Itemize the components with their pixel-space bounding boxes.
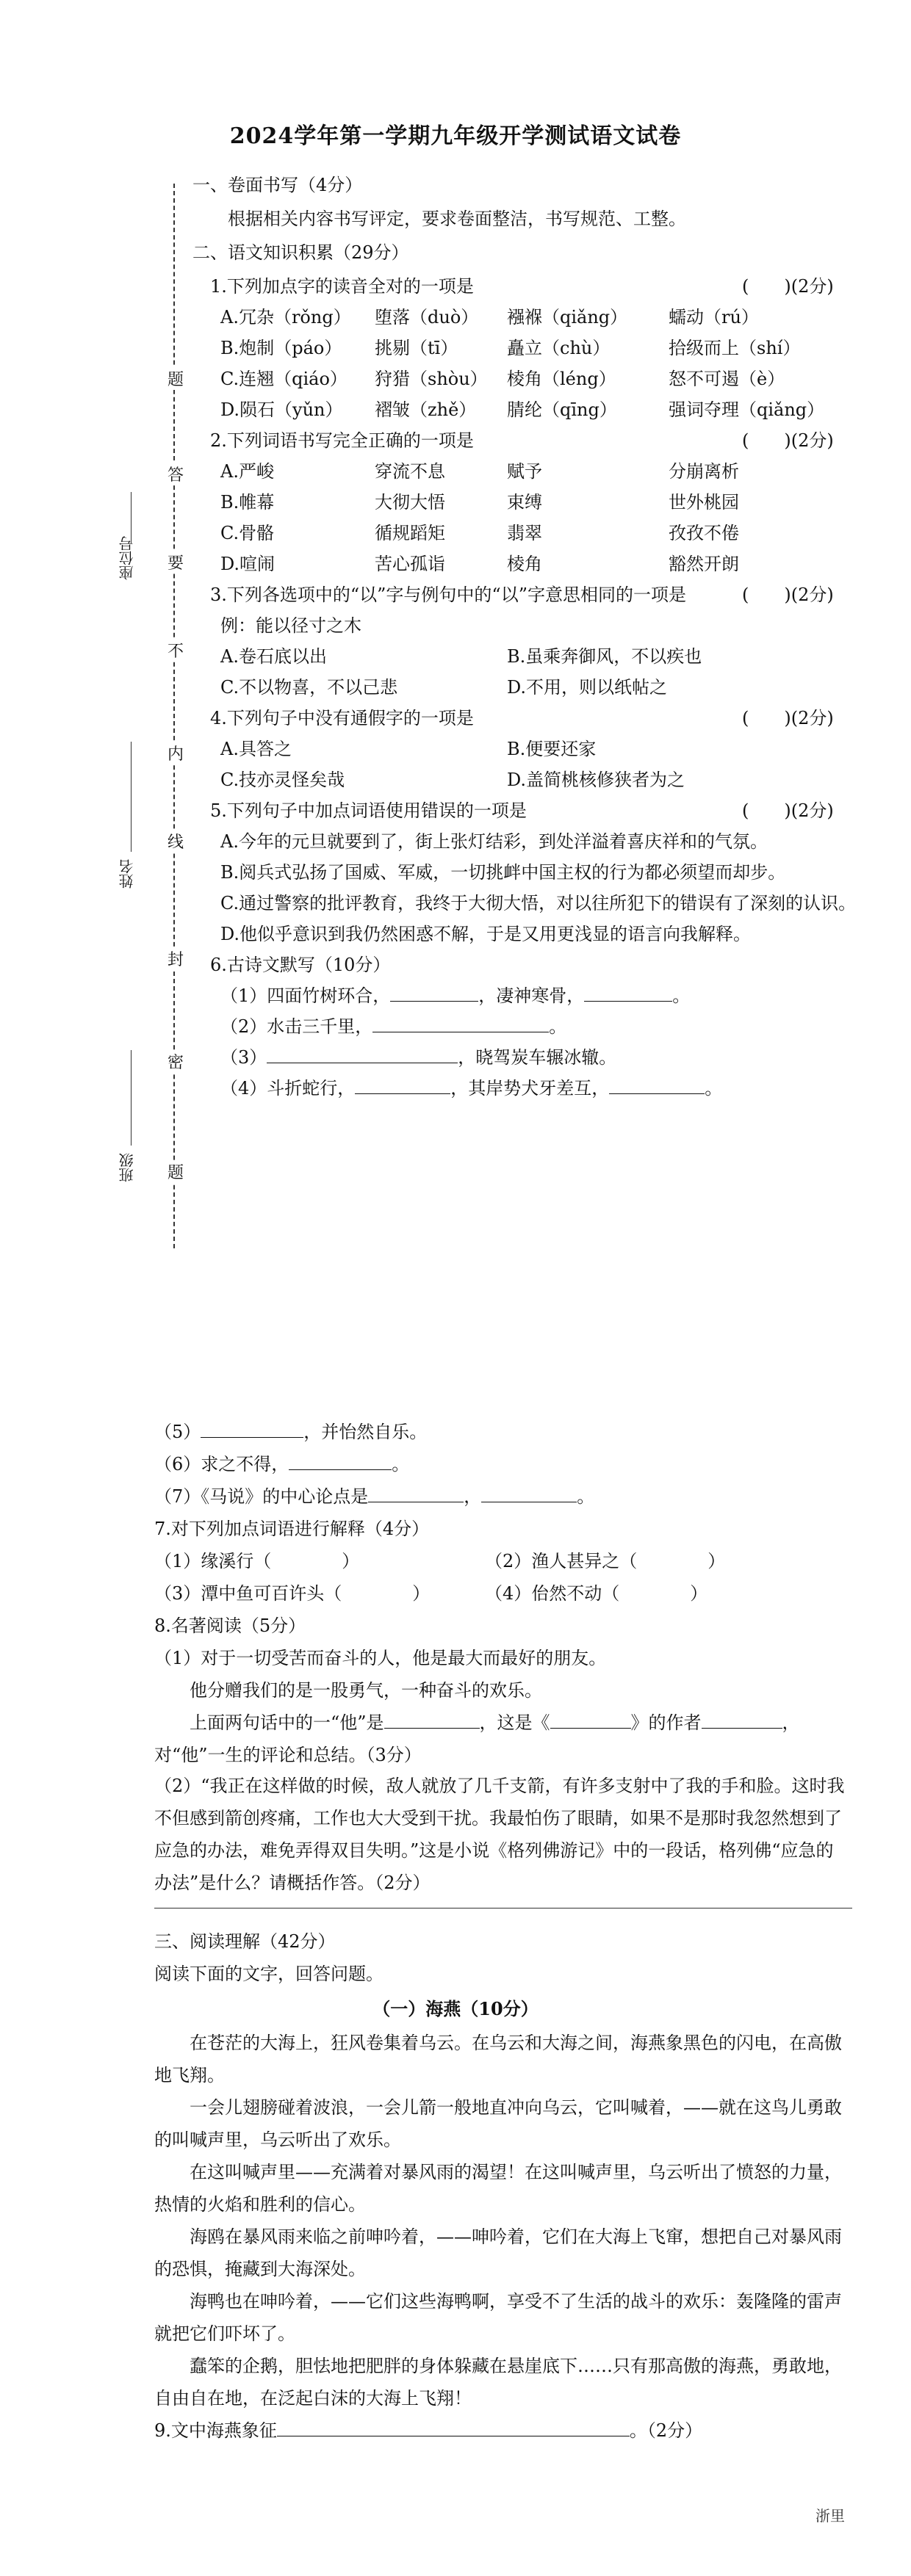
q2-opt-a1: A.严峻	[220, 461, 274, 482]
q2-opt-d3: 棱角	[507, 554, 542, 574]
q6-l4-blank-1[interactable]	[355, 1074, 450, 1094]
section-3-heading: 三、阅读理解（42分）	[154, 1931, 336, 1952]
q6-l4-blank-2[interactable]	[609, 1074, 705, 1094]
q6-line-1	[220, 981, 690, 1007]
seal-mark-9: 题	[168, 1160, 184, 1183]
q6-l7-b: ，	[464, 1486, 482, 1507]
q8-stem: 8.名著阅读（5分）	[154, 1616, 306, 1636]
q3-opt-a: A.卷石底以出	[220, 646, 327, 667]
q6-l2-blank[interactable]	[372, 1013, 549, 1032]
seal-mark-5: 内	[168, 742, 184, 764]
q8-p1: （1）对于一切受苦而奋斗的人，他是最大而最好的朋友。	[154, 1648, 607, 1668]
q2-opt-c1: C.骨骼	[220, 523, 275, 543]
q8-p2: 他分赠我们的是一股勇气，一种奋斗的欢乐。	[190, 1680, 542, 1701]
section-1-text: 根据相关内容书写评定，要求卷面整洁，书写规范、工整。	[228, 209, 686, 229]
q6-l7-blank-1[interactable]	[368, 1483, 464, 1502]
q1-opt-c2: 狩猎（shòu）	[375, 369, 488, 389]
q6-l4-b: ，其岸势犬牙差互，	[450, 1078, 610, 1099]
q6-line-7	[154, 1482, 594, 1508]
q2-opt-c3: 翡翠	[507, 523, 542, 543]
q6-l3-b: ，晓驾炭车辗冰辙。	[458, 1047, 617, 1068]
q9-b: 。（2分）	[629, 2420, 703, 2441]
q8-line-3	[190, 1708, 800, 1734]
q2-opt-a4: 分崩离析	[669, 461, 739, 482]
seal-mark-3: 要	[168, 551, 184, 574]
q1-opt-a4: 蠕动（rú）	[669, 307, 759, 328]
q6-l1-c: 。	[672, 985, 691, 1006]
q8-p3-c: 》的作者	[630, 1712, 702, 1733]
q1-opt-a2: 堕落（duò）	[375, 307, 479, 328]
q6-line-5	[154, 1417, 427, 1443]
passage-para-5: 海鸭也在呻吟着，——它们这些海鸭啊，享受不了生活的战斗的欢乐：轰隆隆的雷声就把它们吓坏了。	[154, 2291, 842, 2344]
q8-blank-2[interactable]	[550, 1709, 631, 1729]
q6-line-4	[220, 1074, 722, 1099]
q3-opt-d: D.不用，则以纸帖之	[507, 677, 668, 698]
passage-para-3: 在这叫喊声里——充满着对暴风雨的渴望！在这叫喊声里，乌云听出了愤怒的力量，热情的火焰和胜利的信心。	[154, 2162, 842, 2215]
q5-opt-d: D.他似乎意识到我仍然困惑不解，于是又用更浅显的语言向我解释。	[220, 924, 752, 944]
binding-margin	[110, 184, 184, 1248]
q8-p5: （2）“我正在这样做的时候，敌人就放了几千支箭，有许多支射中了我的手和脸。这时我不但感到箭创疼痛，工作也大大受到干扰。我最怕伤了眼睛，如果不是那时我忽然想到了应急的办法，难免弄得双目失明。”这是小说《格列佛游记》中的一段话，格列佛“应急的办法”是什么？请概括作答。（2分）	[154, 1776, 845, 1893]
section-2-heading: 二、语文知识积累（29分）	[192, 242, 409, 263]
q6-l6-b: 。	[392, 1454, 410, 1475]
q6-l1-blank-2[interactable]	[584, 982, 672, 1002]
q6-l1-b: ，凄神寒骨，	[478, 985, 585, 1006]
q2-opt-b2: 大彻大悟	[375, 492, 445, 513]
seal-mark-8: 密	[168, 1050, 184, 1073]
q2-opt-b1: B.帷幕	[220, 492, 275, 513]
q4-opt-a: A.具答之	[220, 739, 292, 759]
q8-p3-d: ，	[782, 1712, 800, 1733]
q1-opt-d3: 腈纶（qīng）	[507, 399, 617, 420]
q8-p4: 对“他”一生的评论和总结。（3分）	[154, 1745, 422, 1765]
q6-l2-b: 。	[549, 1016, 567, 1037]
passage-para-4: 海鸥在暴风雨来临之前呻吟着，——呻吟着，它们在大海上飞窜，想把自己对暴风雨的恐惧，掩藏到大海深处。	[154, 2226, 842, 2279]
q5-stem: 5.下列句子中加点词语使用错误的一项是	[210, 800, 527, 821]
name-label: 姓名	[118, 859, 136, 889]
passage-para-6: 蠢笨的企鹅，胆怯地把肥胖的身体躲藏在悬崖底下……只有那高傲的海燕，勇敢地，自由自在地，在泛起白沫的大海上飞翔！	[154, 2356, 842, 2409]
q7-item-1: （1）缘溪行（ ）	[154, 1551, 360, 1571]
q3-example: 例：能以径寸之木	[220, 615, 361, 636]
q2-opt-b4: 世外桃园	[669, 492, 739, 513]
q1-stem: 1.下列加点字的读音全对的一项是	[210, 276, 474, 297]
q1-opt-c3: 棱角（léng）	[507, 369, 616, 389]
q1-opt-d1: D.陨石（yǔn）	[220, 399, 343, 420]
q9-a: 9.文中海燕象征	[154, 2420, 277, 2441]
q5-score: ( )(2分)	[742, 800, 834, 821]
q6-l7-c: 。	[577, 1486, 595, 1507]
q6-l2-a: （2）水击三千里，	[220, 1016, 373, 1037]
q5-opt-c: C.通过警察的批评教育，我终于大彻大悟，对以往所犯下的错误有了深刻的认识。	[220, 893, 857, 913]
q1-opt-d2: 褶皱（zhě）	[375, 399, 477, 420]
passage-para-2: 一会儿翅膀碰着波浪，一会儿箭一般地直冲向乌云，它叫喊着，——就在这鸟儿勇敢的叫喊声里，乌云听出了欢乐。	[154, 2097, 842, 2150]
q4-stem: 4.下列句子中没有通假字的一项是	[210, 708, 474, 728]
q6-l7-a: （7）《马说》的中心论点是	[154, 1486, 369, 1507]
q4-opt-c: C.技亦灵怪矣哉	[220, 770, 345, 790]
q6-l6-a: （6）求之不得，	[154, 1454, 289, 1475]
class-line	[131, 1050, 132, 1146]
q3-score: ( )(2分)	[742, 585, 834, 605]
q2-opt-a3: 赋予	[507, 461, 542, 482]
binding-dashed-line	[173, 184, 175, 1248]
q6-stem: 6.古诗文默写（10分）	[210, 955, 391, 975]
q6-l1-a: （1）四面竹树环合，	[220, 985, 391, 1006]
seat-number-label: 座位号	[118, 536, 136, 580]
q8-answer-line[interactable]	[154, 1908, 852, 1909]
q6-l5-a: （5）	[154, 1422, 201, 1442]
q3-opt-c: C.不以物喜，不以己悲	[220, 677, 398, 698]
page-title: 2024学年第一学期九年级开学测试语文试卷	[229, 123, 682, 149]
q8-p3-a: 上面两句话中的一“他”是	[190, 1712, 384, 1733]
q2-opt-d4: 豁然开朗	[669, 554, 739, 574]
q5-opt-b: B.阅兵式弘扬了国威、军威，一切挑衅中国主权的行为都必须望而却步。	[220, 862, 786, 883]
q1-opt-a3: 襁褓（qiǎng）	[507, 307, 628, 328]
q4-opt-b: B.便要还家	[507, 739, 597, 759]
q4-opt-d: D.盖简桃核修狭者为之	[507, 770, 685, 790]
q7-stem: 7.对下列加点词语进行解释（4分）	[154, 1519, 430, 1539]
seal-mark-7: 封	[168, 947, 184, 970]
q6-l3-blank[interactable]	[267, 1043, 458, 1063]
q2-opt-d1: D.喧闹	[220, 554, 276, 574]
q7-item-2: （2）渔人甚异之（ ）	[485, 1551, 726, 1571]
q2-opt-a2: 穿流不息	[375, 461, 445, 482]
q7-item-4: （4）佁然不动（ ）	[485, 1583, 708, 1604]
q9-blank[interactable]	[277, 2417, 630, 2436]
q2-stem: 2.下列词语书写完全正确的一项是	[210, 430, 474, 451]
q8-blank-1[interactable]	[384, 1709, 480, 1729]
q3-opt-b: B.虽乘奔御风，不以疾也	[507, 646, 702, 667]
q6-line-2	[220, 1012, 566, 1038]
seal-mark-6: 线	[168, 830, 184, 853]
q1-score: ( )(2分)	[742, 276, 834, 297]
q6-l5-b: ，并怡然自乐。	[303, 1422, 428, 1442]
q1-opt-b3: 矗立（chù）	[507, 338, 611, 358]
seal-mark-2: 答	[168, 463, 184, 485]
q1-opt-a1: A.冗杂（rǒng）	[220, 307, 351, 328]
q1-opt-c4: 怒不可遏（è）	[669, 369, 785, 389]
q2-opt-d2: 苦心孤诣	[375, 554, 445, 574]
class-label: 班级	[118, 1153, 136, 1182]
footer-mark: 浙里	[815, 2507, 845, 2525]
q2-opt-c2: 循规蹈矩	[375, 523, 445, 543]
q2-score: ( )(2分)	[742, 430, 834, 451]
q6-l4-a: （4）斗折蛇行，	[220, 1078, 356, 1099]
q6-line-6	[154, 1450, 409, 1475]
q2-opt-c4: 孜孜不倦	[669, 523, 739, 543]
q1-opt-d4: 强词夺理（qiǎng）	[669, 399, 825, 420]
q3-stem: 3.下列各选项中的“以”字与例句中的“以”字意思相同的一项是	[210, 585, 686, 605]
q6-l3-a: （3）	[220, 1047, 267, 1068]
section-3-intro: 阅读下面的文字，回答问题。	[154, 1964, 384, 1984]
seal-mark-4: 不	[168, 639, 184, 662]
name-line	[131, 742, 132, 852]
q1-opt-b4: 拾级而上（shí）	[669, 338, 801, 358]
seal-mark-1: 题	[168, 367, 184, 390]
q6-l6-blank[interactable]	[289, 1450, 392, 1470]
q8-p3-b: ，这是《	[479, 1712, 550, 1733]
q6-line-3	[220, 1043, 616, 1068]
q1-opt-b2: 挑剔（tī）	[375, 338, 458, 358]
q7-item-3: （3）潭中鱼可百许头（ ）	[154, 1583, 431, 1604]
q6-l7-blank-2[interactable]	[481, 1483, 577, 1502]
q6-l5-blank[interactable]	[201, 1418, 303, 1438]
passage-para-1: 在苍茫的大海上，狂风卷集着乌云。在乌云和大海之间，海燕象黑色的闪电，在高傲地飞翔。	[154, 2033, 842, 2085]
q1-opt-c1: C.连翘（qiáo）	[220, 369, 348, 389]
passage-subtitle: （一）海燕（10分）	[372, 1998, 539, 2019]
q8-blank-3[interactable]	[702, 1709, 782, 1729]
q2-opt-b3: 束缚	[507, 492, 542, 513]
q6-l1-blank-1[interactable]	[390, 982, 478, 1002]
q5-opt-a: A.今年的元旦就要到了，街上张灯结彩，到处洋溢着喜庆祥和的气氛。	[220, 831, 768, 852]
q9-line	[154, 2416, 702, 2442]
q1-opt-b1: B.炮制（páo）	[220, 338, 342, 358]
q6-l4-c: 。	[705, 1078, 723, 1099]
seat-number-line	[131, 492, 132, 543]
q4-score: ( )(2分)	[742, 708, 834, 728]
section-1-heading: 一、卷面书写（4分）	[192, 175, 363, 195]
